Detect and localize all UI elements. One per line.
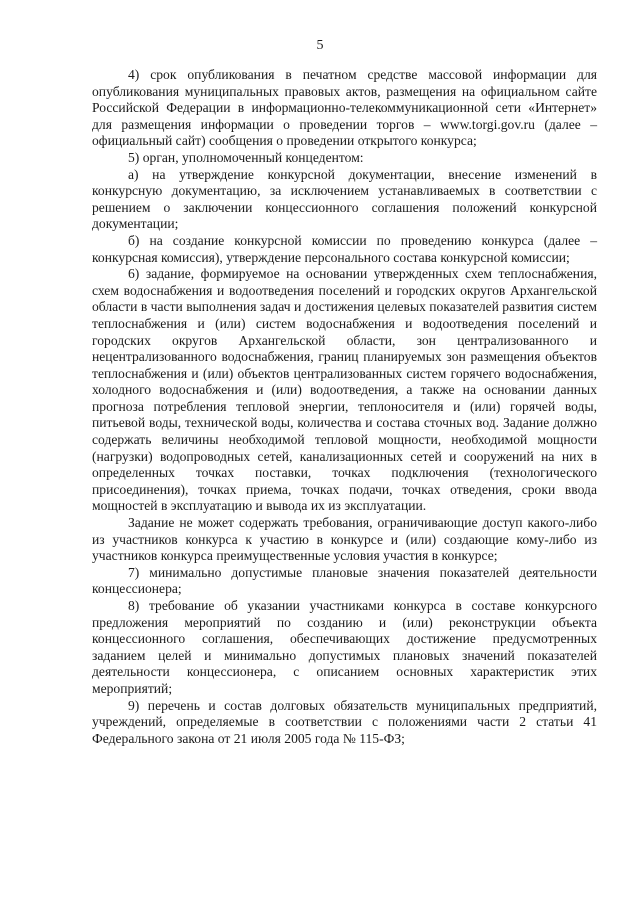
paragraph-subitem-b: б) на создание конкурсной комиссии по проведению конкурса (далее – конкурсная комиссия), утверждение персонального состава конкурсной комиссии; [92, 232, 597, 265]
paragraph-item-8: 8) требование об указании участниками конкурса в составе конкурсного предложения мероприятий по созданию и (или) реконструкции объекта концессионного соглашения, обеспечивающих достижение предусмотренных заданием целей и минимально допустимых плановых значений показателей деятельности концессионера, с описанием основных характеристик этих мероприятий; [92, 598, 597, 696]
paragraph-item-6: 6) задание, формируемое на основании утвержденных схем теплоснабжения, схем водоснабжения и водоотведения поселений и городских округов Архангельской области в части выполнения задач и достижения целевых показателей развития систем теплоснабжения и (или) систем водоснабжения и водоотведения поселений и городских округов Архангельской области, зон централизованного и нецентрализованного водоснабжения, границ планируемых зон размещения объектов теплоснабжения и (или) объектов централизованных систем горячего водоснабжения, холодного водоснабжения и (или) водоотведения, а также на основании данных прогноза потребления тепловой энергии, теплоносителя и (или) горячей воды, питьевой воды, технической воды, количества и состава сточных вод. Задание должно содержать величины необходимой тепловой мощности, необходимой мощности (нагрузки) водопроводных сетей, канализационных сетей и сооружений на них в определенных точках поставки, точках подключения (технологического присоединения), точках приема, точках подачи, точках отведения, сроки ввода мощностей в эксплуатацию и вывода их из эксплуатации. [92, 266, 597, 514]
paragraph-item-7: 7) минимально допустимые плановые значения показателей деятельности концессионера; [92, 564, 597, 597]
paragraph-subitem-a: а) на утверждение конкурсной документации, внесение изменений в конкурсную документацию, за исключением устанавливаемых в соответствии с решением о заключении концессионного соглашения положений конкурсной документации; [92, 166, 597, 232]
paragraph-item-5: 5) орган, уполномоченный концедентом: [128, 149, 364, 165]
page-number: 5 [316, 38, 324, 53]
paragraph-item-4: 4) срок опубликования в печатном средстве массовой информации для опубликования муниципальных правовых актов, размещения на официальном сайте Российской Федерации в информационно-телекоммуникационной сети «Интернет» для размещения информации о проведении торгов – www.torgi.gov.ru (далее – официальный сайт) сообщения о проведении открытого конкурса; [92, 67, 597, 149]
paragraph-item-6-continuation: Задание не может содержать требования, ограничивающие доступ какого-либо из участников конкурса к участию в конкурсе и (или) создающие кому-либо из участников конкурса преимущественные условия участия в конкурсе; [92, 515, 597, 564]
document-body [92, 67, 597, 747]
paragraph-item-9: 9) перечень и состав долговых обязательств муниципальных предприятий, учреждений, определяемые в соответствии с положениями части 2 статьи 41 Федерального закона от 21 июля 2005 года № 115-ФЗ; [92, 697, 597, 746]
